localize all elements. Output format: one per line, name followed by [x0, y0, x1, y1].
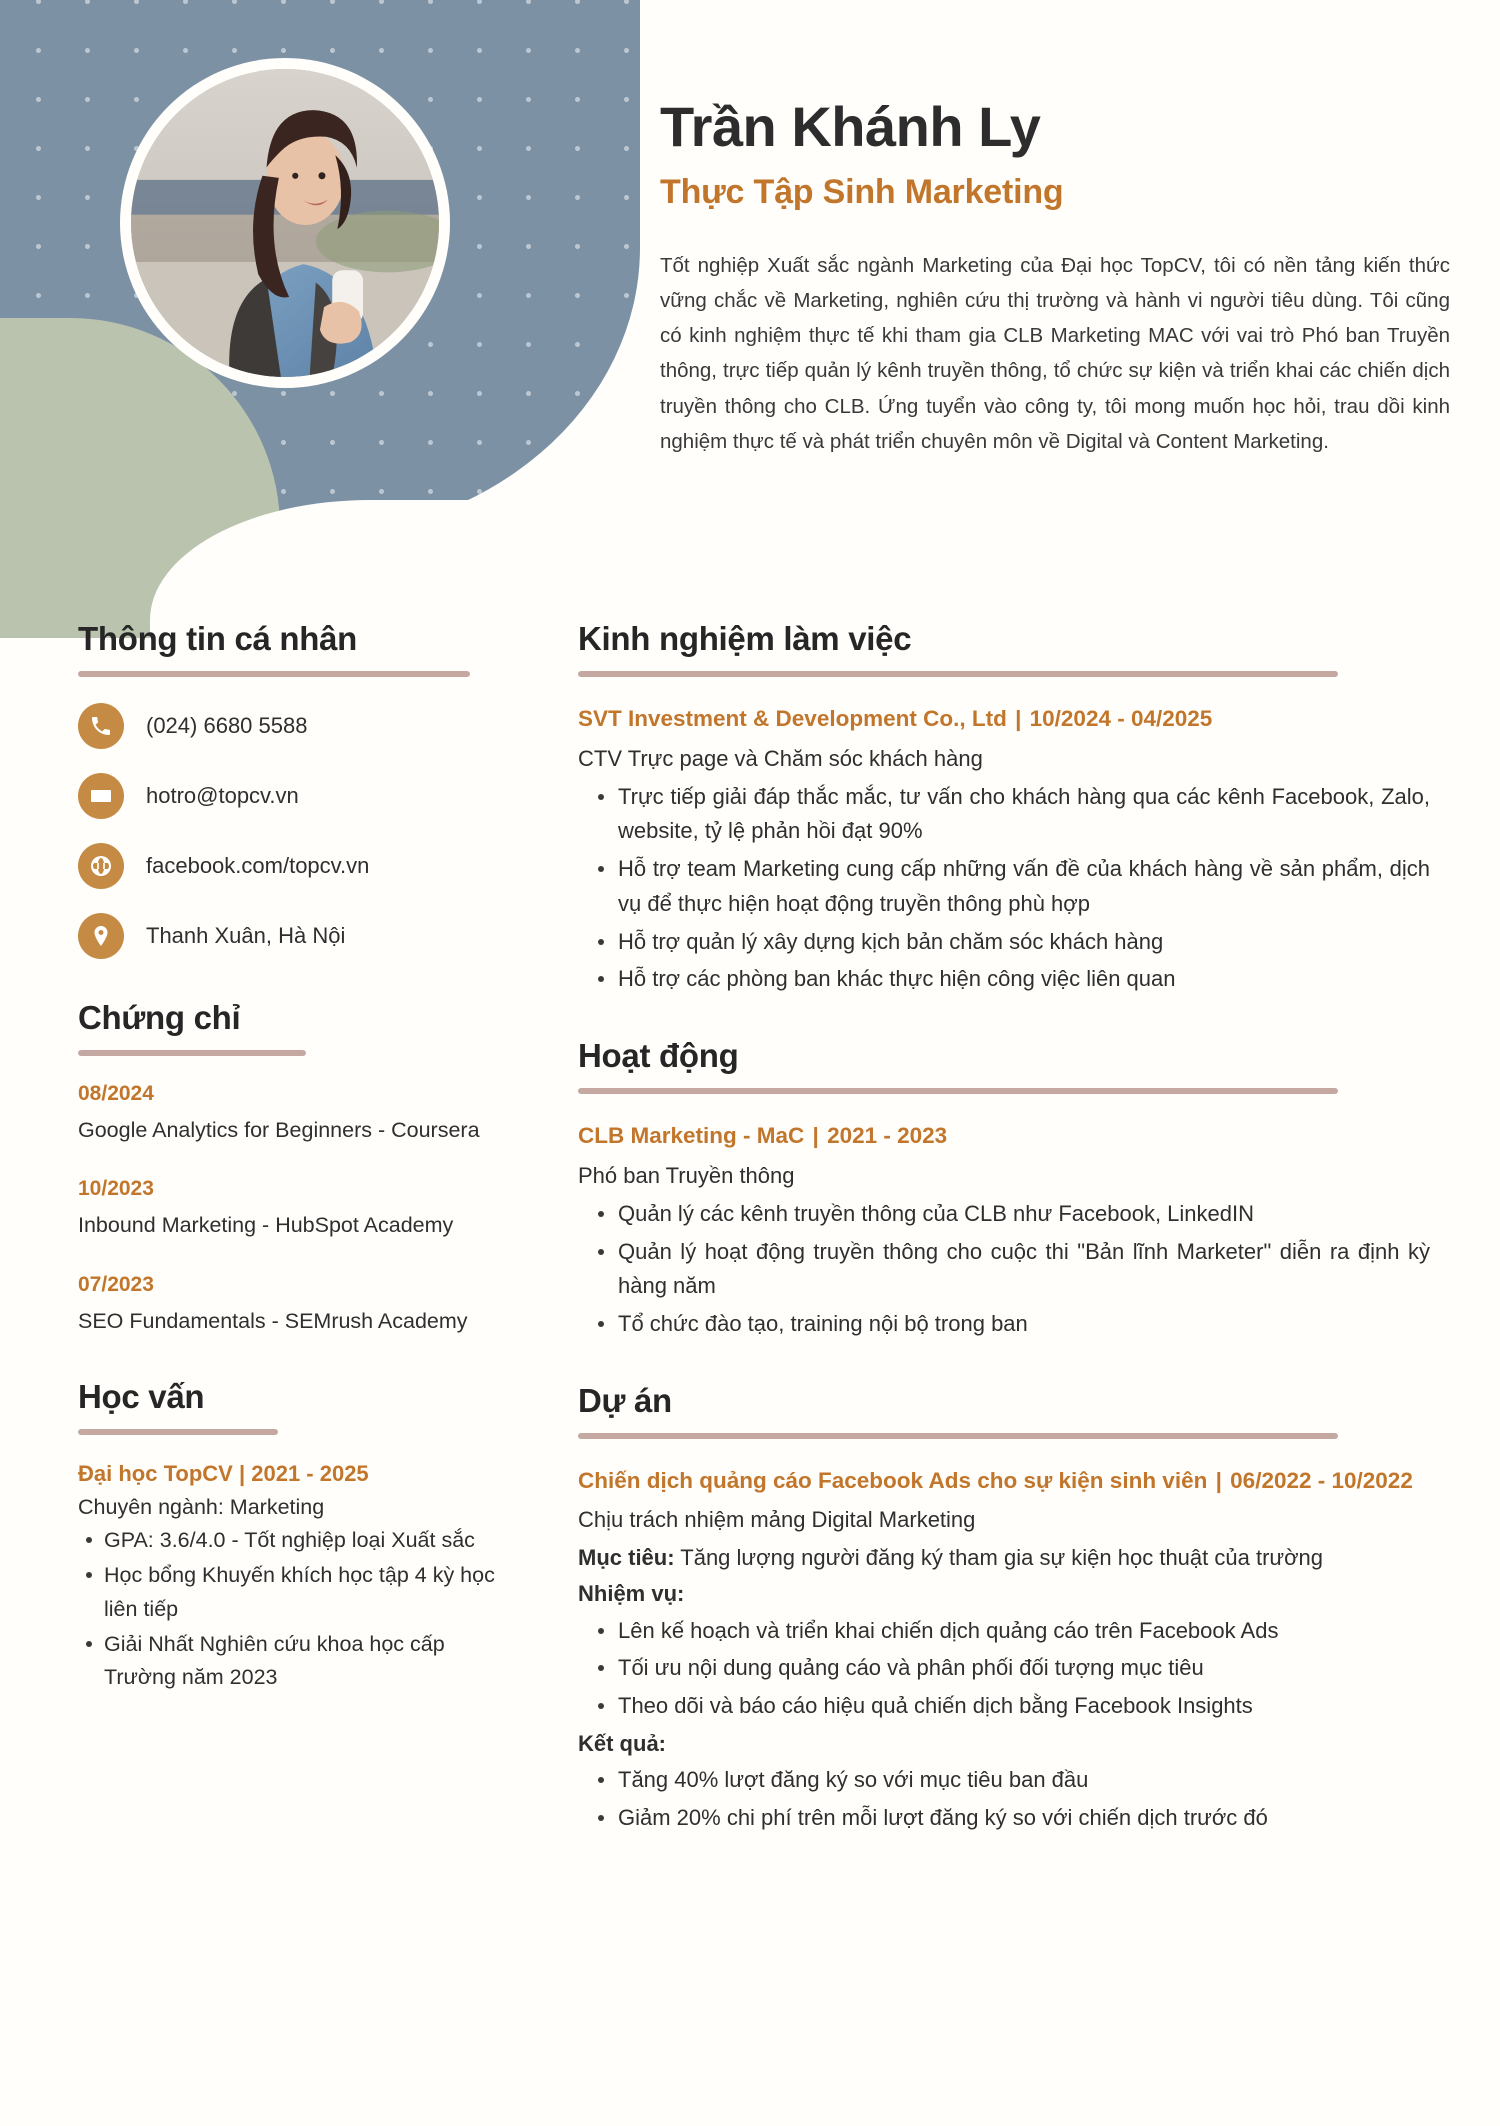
list-item: GPA: 3.6/4.0 - Tốt nghiệp loại Xuất sắc — [78, 1524, 500, 1557]
experience-role: CTV Trực page và Chăm sóc khách hàng — [578, 745, 983, 771]
section-personal-info — [78, 620, 500, 959]
section-divider — [578, 1088, 1338, 1094]
contact-value-address: Thanh Xuân, Hà Nội — [146, 923, 346, 948]
contact-item-address[interactable] — [78, 913, 500, 959]
experience-company: SVT Investment & Development Co., Ltd — [578, 706, 1007, 731]
certificate-item — [78, 1082, 500, 1147]
right-column — [560, 620, 1500, 1845]
project-results-label: Kết quả: — [578, 1730, 666, 1756]
section-activities — [578, 1037, 1430, 1342]
list-item: Giải Nhất Nghiên cứu khoa học cấp Trường năm 2023 — [78, 1628, 500, 1695]
certificate-name: Inbound Marketing - HubSpot Academy — [78, 1213, 454, 1238]
location-pin-icon — [78, 913, 124, 959]
education-heading — [78, 1461, 500, 1487]
certificate-date: 10/2023 — [78, 1177, 154, 1201]
certificate-item — [78, 1177, 500, 1242]
list-item: Quản lý hoạt động truyền thông cho cuộc thi "Bản lĩnh Marketer" diễn ra định kỳ hàng năm — [588, 1235, 1430, 1305]
education-bullets — [78, 1524, 500, 1695]
list-item: Học bổng Khuyến khích học tập 4 kỳ học liên tiếp — [78, 1559, 500, 1626]
page-title: Trần Khánh Ly — [660, 95, 1041, 158]
project-result-bullets — [588, 1763, 1430, 1836]
project-name: Chiến dịch quảng cáo Facebook Ads cho sự kiện sinh viên — [578, 1467, 1208, 1493]
activity-role: Phó ban Truyền thông — [578, 1162, 795, 1188]
activity-org: CLB Marketing - MaC — [578, 1123, 805, 1149]
certificate-name: SEO Fundamentals - SEMrush Academy — [78, 1308, 468, 1333]
project-role: Chịu trách nhiệm mảng Digital Marketing — [578, 1507, 976, 1533]
list-item: Lên kế hoạch và triển khai chiến dịch quảng cáo trên Facebook Ads — [588, 1614, 1430, 1649]
project-heading — [578, 1465, 1430, 1498]
activity-period: 2021 - 2023 — [827, 1123, 948, 1149]
list-item: Tối ưu nội dung quảng cáo và phân phối đối tượng mục tiêu — [588, 1651, 1430, 1686]
list-item: Quản lý các kênh truyền thông của CLB như Facebook, LinkedIN — [588, 1197, 1430, 1232]
section-divider — [578, 671, 1338, 677]
section-experience — [578, 620, 1430, 997]
project-tasks-label-row — [578, 1577, 1430, 1611]
experience-period: 10/2024 - 04/2025 — [1029, 706, 1213, 731]
contact-item-phone[interactable] — [78, 703, 500, 749]
project-results-label-row — [578, 1727, 1430, 1761]
left-column — [0, 620, 560, 1845]
portrait-photo — [131, 69, 439, 377]
cv-header — [0, 0, 1500, 638]
project-goal-text: Tăng lượng người đăng ký tham gia sự kiện học thuật của trường — [674, 1545, 1324, 1571]
activity-bullets — [588, 1197, 1430, 1342]
certificate-name: Google Analytics for Beginners - Coursera — [78, 1118, 480, 1142]
education-period: 2021 - 2025 — [251, 1460, 369, 1486]
list-item: Tăng 40% lượt đăng ký so với mục tiêu ban đầu — [588, 1763, 1430, 1798]
education-school: Đại học TopCV — [78, 1460, 233, 1486]
header-white-curve — [150, 500, 850, 638]
avatar — [120, 58, 450, 388]
list-item: Giảm 20% chi phí trên mỗi lượt đăng ký so với chiến dịch trước đó — [588, 1801, 1430, 1836]
project-goal-label: Mục tiêu: — [578, 1545, 675, 1571]
contact-item-website[interactable] — [78, 843, 500, 889]
section-title-personal-info: Thông tin cá nhân — [78, 620, 358, 657]
section-title-certificates: Chứng chỉ — [78, 999, 241, 1036]
education-separator: | — [238, 1460, 246, 1486]
phone-icon — [78, 703, 124, 749]
contact-value-email: hotro@topcv.vn — [146, 783, 299, 808]
header-text-block — [660, 96, 1450, 459]
section-divider — [78, 671, 470, 677]
project-task-bullets — [588, 1614, 1430, 1724]
section-certificates — [78, 999, 500, 1338]
section-divider — [78, 1050, 306, 1056]
activity-separator: | — [812, 1123, 819, 1149]
certificate-item — [78, 1273, 500, 1338]
experience-bullets — [588, 780, 1430, 998]
certificate-date: 07/2023 — [78, 1272, 154, 1296]
cv-body — [0, 620, 1500, 1845]
section-divider — [78, 1429, 278, 1435]
globe-icon — [78, 843, 124, 889]
profile-summary: Tốt nghiệp Xuất sắc ngành Marketing của Đại học TopCV, tôi có nền tảng kiến thức vững chắc về Marketing, nghiên cứu thị trường và hành vi người tiêu dùng. Tôi cũng có kinh nghiệm thực tế khi tham gia CLB Marketing MAC với vai trò Phó ban Truyền thông, trực tiếp quản lý kênh truyền thông, tổ chức sự kiện và triển khai các chiến dịch truyền thông cho CLB. Ứng tuyển vào công ty, tôi mong muốn học hỏi, trau dồi kinh nghiệm thực tế và phát triển chuyên môn về Digital và Content Marketing. — [660, 253, 1450, 453]
list-item: Tổ chức đào tạo, training nội bộ trong ban — [588, 1307, 1430, 1342]
section-divider — [578, 1433, 1338, 1439]
contact-value-website: facebook.com/topcv.vn — [146, 853, 370, 878]
section-title-activities: Hoạt động — [578, 1037, 739, 1075]
project-separator: | — [1215, 1467, 1222, 1493]
list-item: Hỗ trợ quản lý xây dựng kịch bản chăm sóc khách hàng — [588, 925, 1430, 960]
list-item: Theo dõi và báo cáo hiệu quả chiến dịch bằng Facebook Insights — [588, 1689, 1430, 1724]
section-title-experience: Kinh nghiệm làm việc — [578, 620, 912, 657]
section-title-project: Dự án — [578, 1381, 672, 1419]
contact-item-email[interactable] — [78, 773, 500, 819]
certificate-date: 08/2024 — [78, 1082, 154, 1105]
list-item: Hỗ trợ team Marketing cung cấp những vấn đề của khách hàng về sản phẩm, dịch vụ để thực hiện hoạt động truyền thông phù hợp — [588, 852, 1430, 922]
project-tasks-label: Nhiệm vụ: — [578, 1581, 685, 1607]
experience-heading — [578, 703, 1430, 736]
contact-value-phone: (024) 6680 5588 — [146, 713, 308, 738]
list-item: Trực tiếp giải đáp thắc mắc, tư vấn cho khách hàng qua các kênh Facebook, Zalo, website, tỷ lệ phản hồi đạt 90% — [588, 780, 1430, 850]
project-period: 06/2022 - 10/2022 — [1230, 1467, 1413, 1493]
section-title-education: Học vấn — [78, 1377, 205, 1415]
list-item: Hỗ trợ các phòng ban khác thực hiện công việc liên quan — [588, 962, 1430, 997]
education-major: Chuyên ngành: Marketing — [78, 1494, 325, 1519]
job-title: Thực Tập Sinh Marketing — [660, 172, 1064, 211]
project-goal — [578, 1541, 1430, 1575]
activity-heading — [578, 1120, 1430, 1153]
section-project — [578, 1382, 1430, 1836]
experience-separator: | — [1015, 706, 1022, 731]
envelope-icon — [78, 773, 124, 819]
section-education — [78, 1378, 500, 1695]
